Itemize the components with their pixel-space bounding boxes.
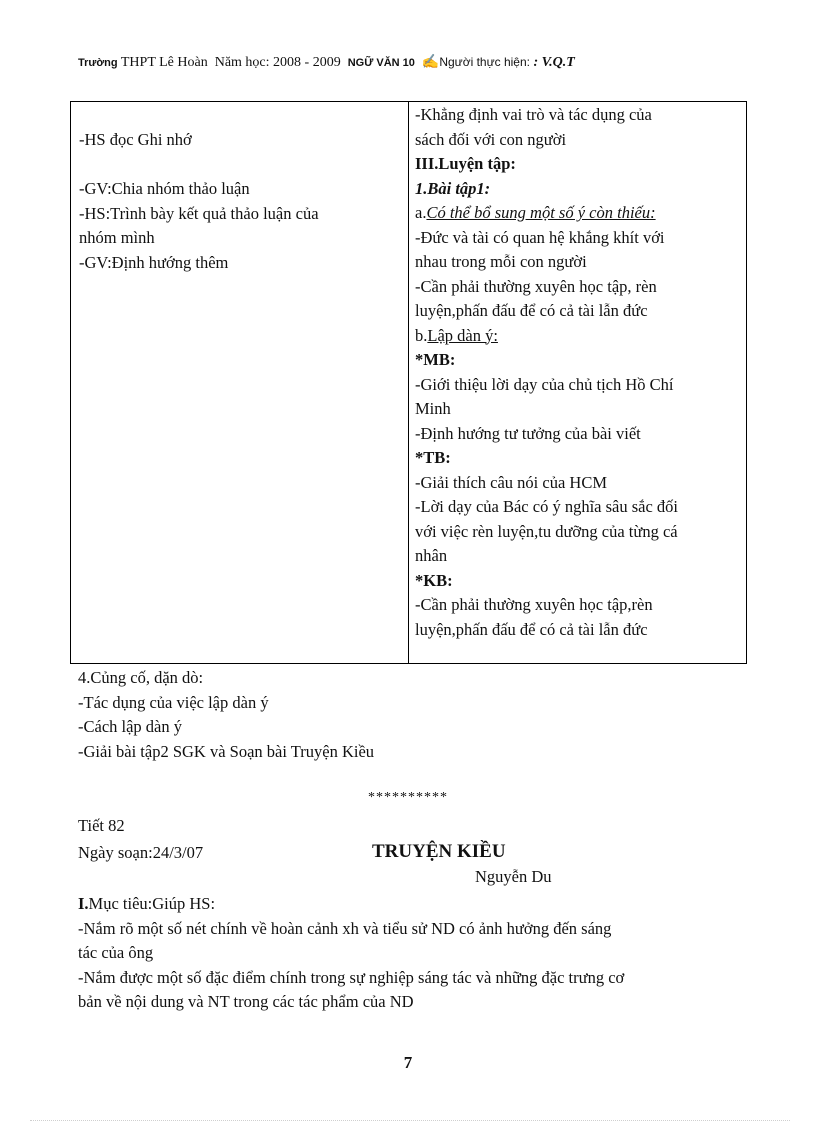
right-line: -Lời dạy của Bác có ý nghĩa sâu sắc đối [415,497,679,516]
objectives-heading [78,892,758,917]
left-line: -HS đọc Ghi nhớ [79,130,192,149]
consolidation-section [78,666,374,764]
lesson-author: Nguyễn Du [475,867,552,886]
left-line: nhóm mình [79,228,155,247]
item-a-prefix: a. [415,203,427,222]
separator: ********** [368,790,448,805]
right-line: -Cần phải thường xuyên học tập, rèn [415,276,657,296]
section-heading: III.Luyện tập: [415,154,516,173]
page-bottom-divider [30,1120,790,1121]
lesson-date: Ngày soạn:24/3/07 [78,843,204,862]
mb-heading: *MB: [415,350,456,369]
left-line: -GV:Định hướng thêm [79,252,229,272]
lesson-title: TRUYỆN KIỀU [372,841,506,862]
objective-line: -Nắm được một số đặc điểm chính trong sự nghiệp sáng tác và những đặc trưng cơ [78,967,625,987]
item-b-prefix: b. [415,325,428,345]
objectives-section [78,892,758,1015]
lesson-period: Tiết 82 [78,816,125,835]
tb-heading: *TB: [415,448,451,467]
left-line: -GV:Chia nhóm thảo luận [79,179,250,198]
school-year: Năm học: 2008 - 2009 [214,55,341,70]
right-line: nhân [415,546,448,565]
consolidation-line: -Tác dụng của việc lập dàn ý [78,692,269,712]
objective-line: bản về nội dung và NT trong các tác phẩm của ND [78,992,414,1011]
subject-name: NGỮ VĂN 10 [347,57,415,69]
right-line: nhau trong mỗi con người [415,252,587,271]
right-line: Minh [415,399,451,418]
left-line [79,153,408,178]
right-line: -Giải thích câu nói của HCM [415,472,607,492]
right-line: -Định hướng tư tưởng của bài viết [415,423,641,443]
objectives-text: Mục tiêu:Giúp HS: [88,894,216,913]
kb-heading: *KB: [415,570,453,590]
item-b-text: Lập dàn ý: [427,325,498,345]
right-line: -Giới thiệu lời dạy của chủ tịch Hồ Chí [415,374,674,394]
consolidation-line: 4.Củng cố, dặn dò: [78,668,204,687]
item-a-text: Có thể bổ sung một số ý còn thiếu: [426,203,656,222]
school-name: THPT Lê Hoàn [120,55,208,70]
exercise-heading: 1.Bài tập1: [415,178,491,198]
objective-line: tác của ông [78,943,154,962]
table-left-column [71,102,409,663]
objective-line: -Nắm rõ một số nét chính về hoàn cảnh xh và tiểu sử ND có ảnh hưởng đến sáng [78,918,612,938]
objectives-prefix: I. [78,894,89,913]
consolidation-line: -Cách lập dàn ý [78,717,183,736]
right-line: -Cần phải thường xuyên học tập,rèn [415,595,653,614]
lesson-table [70,101,747,664]
teacher-label: Người thực hiện: [439,55,530,69]
right-line: -Khẳng định vai trò và tác dụng của [415,105,652,124]
right-line: sách đối với con người [415,129,567,149]
teacher-name: : V.Q.T [533,55,575,70]
item-b [415,324,746,349]
right-line: -Đức và tài có quan hệ khắng khít với [415,227,665,247]
left-line: -HS:Trình bày kết quả thảo luận của [79,203,319,223]
table-right-column [409,102,746,663]
pen-writing-icon: ✍ [421,55,440,70]
school-label: Trường [78,57,118,69]
right-line: với việc rèn luyện,tu dưỡng của từng cá [415,521,678,541]
item-a [415,201,746,226]
consolidation-line: -Giải bài tập2 SGK và Soạn bài Truyện Kiều [78,741,375,761]
page-header [78,54,575,71]
page-number: 7 [403,1053,413,1072]
right-line: luyện,phấn đấu để có cả tài lẫn đức [415,619,648,639]
right-line: luyện,phấn đấu để có cả tài lẫn đức [415,301,648,320]
